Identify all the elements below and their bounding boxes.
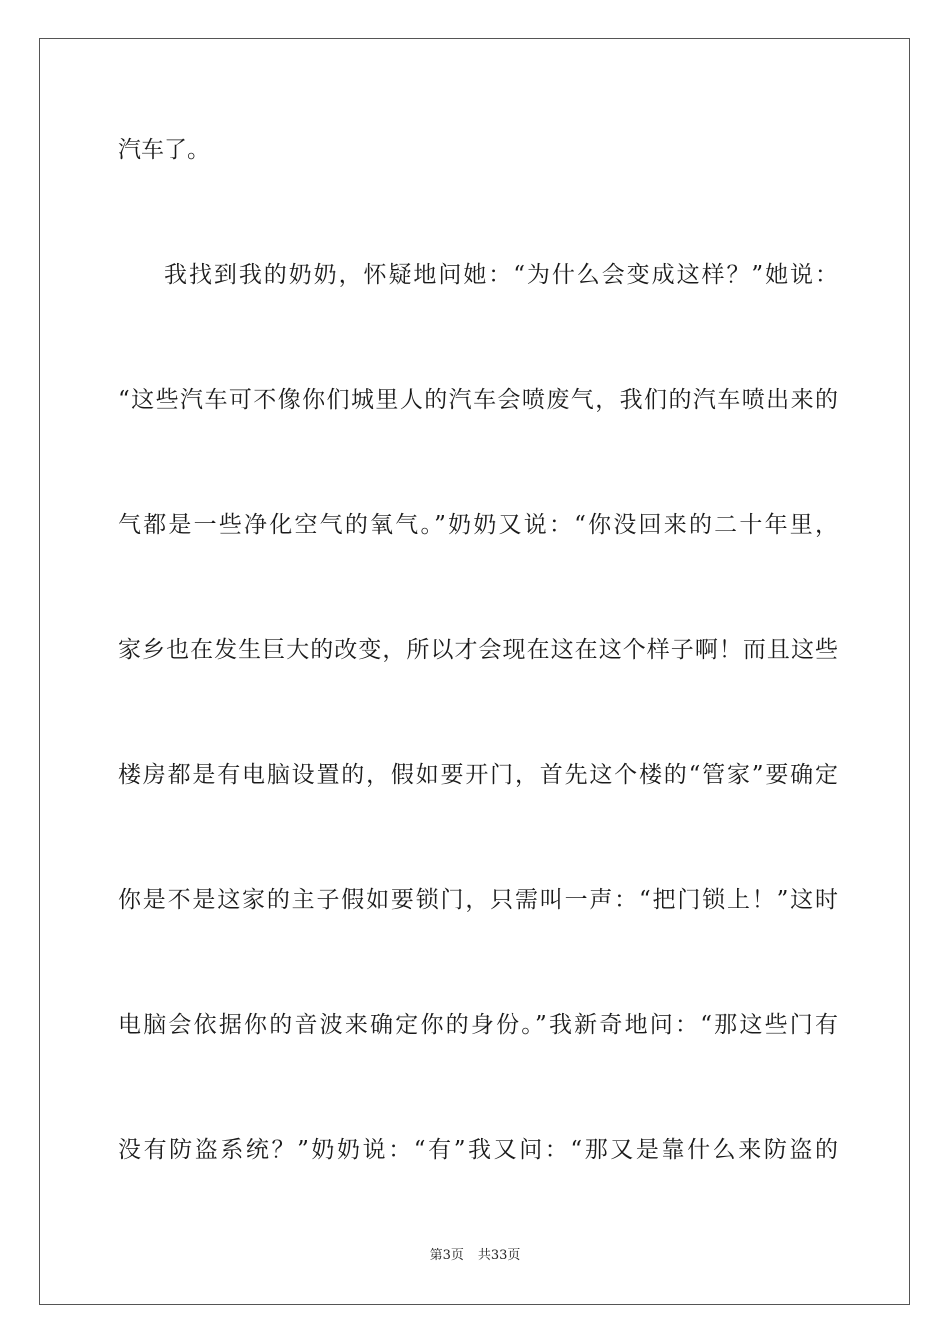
text-line-9: 没有防盗系统？”奶奶说：“有”我又问：“那又是靠什么来防盗的	[118, 1137, 838, 1163]
text-line-1: 汽车了。	[118, 137, 210, 163]
page-number: 第3页	[429, 1248, 464, 1263]
page-footer	[0, 1247, 950, 1265]
text-line-4: 气都是一些净化空气的氧气。”奶奶又说：“你没回来的二十年里，	[118, 512, 838, 538]
page-border	[39, 38, 910, 1305]
text-line-8: 电脑会依据你的音波来确定你的身份。”我新奇地问：“那这些门有	[118, 1012, 838, 1038]
text-line-2: 我找到我的奶奶，怀疑地问她：“为什么会变成这样？”她说：	[164, 262, 838, 288]
text-line-3: “这些汽车可不像你们城里人的汽车会喷废气，我们的汽车喷出来的	[118, 387, 838, 413]
text-line-5: 家乡也在发生巨大的改变，所以才会现在这在这个样子啊！而且这些	[118, 637, 838, 663]
text-line-7: 你是不是这家的主子假如要锁门，只需叫一声：“把门锁上！”这时	[118, 887, 838, 913]
text-line-6: 楼房都是有电脑设置的，假如要开门，首先这个楼的“管家”要确定	[118, 762, 838, 788]
page-total: 共33页	[477, 1248, 521, 1263]
